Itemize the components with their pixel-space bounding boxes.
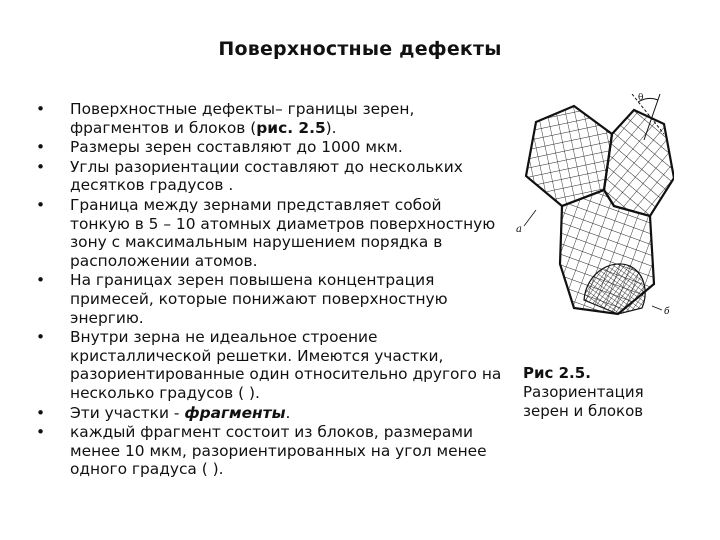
bullet-list (36, 100, 506, 480)
grain-upper-right (604, 110, 674, 216)
bullet-text: Граница между зернами представляет собой тонкую в 5 – 10 атомных диаметров поверхностную зону с максимальным нарушением порядка в расположении атомов. (70, 195, 496, 270)
slide-title: Поверхностные дефекты (218, 38, 502, 60)
bullet-text: Эти участки - (70, 403, 185, 422)
caption-text: Разориентация зерен и блоков (523, 383, 644, 420)
bullet-item (36, 271, 506, 327)
caption-title: Рис 2.5. (523, 364, 591, 382)
bullet-dot: • (36, 100, 46, 118)
bullet-item (36, 328, 506, 402)
bullet-text: фрагменты (184, 403, 286, 422)
bullet-item (36, 158, 506, 195)
bullet-item (36, 196, 506, 270)
bullet-item (36, 100, 506, 137)
bullet-dot: • (36, 195, 46, 214)
bullet-text: рис. 2.5 (256, 118, 326, 137)
bullet-text: . (285, 403, 291, 422)
bullet-text: ). (325, 118, 337, 137)
bullet-text: каждый фрагмент состоит из блоков, размерами менее 10 мкм, разориентированных на угол менее одного градуса ( ). (70, 423, 487, 479)
bullet-text: Внутри зерна не идеальное строение кристаллической решетки. Имеются участки, разориентированные один относительно другого на несколько градусов ( ). (70, 328, 502, 402)
bullet-dot: • (36, 403, 46, 422)
label-b: б (664, 307, 670, 317)
bullet-dot: • (36, 157, 46, 176)
label-a: a (516, 224, 522, 235)
bullet-dot: • (36, 138, 46, 157)
figure-caption (523, 364, 683, 421)
bullet-text: Поверхностные дефекты– границы зерен, фрагментов и блоков ( (70, 100, 415, 137)
bullet-text: Размеры зерен составляют до 1000 мкм. (70, 138, 403, 157)
bullet-text: Углы разориентации составляют до нескольких десятков градусов . (70, 157, 463, 195)
grain-diagram (514, 88, 674, 328)
bullet-item (36, 423, 506, 479)
theta-label: θ (638, 93, 644, 103)
bullet-text: На границах зерен повышена концентрация примесей, которые понижают поверхностную энергию. (70, 271, 448, 327)
bullet-dot: • (36, 271, 46, 290)
bullet-item (36, 404, 506, 423)
bullet-item (36, 138, 506, 157)
bullet-dot: • (36, 328, 46, 347)
bullet-dot: • (36, 423, 46, 442)
